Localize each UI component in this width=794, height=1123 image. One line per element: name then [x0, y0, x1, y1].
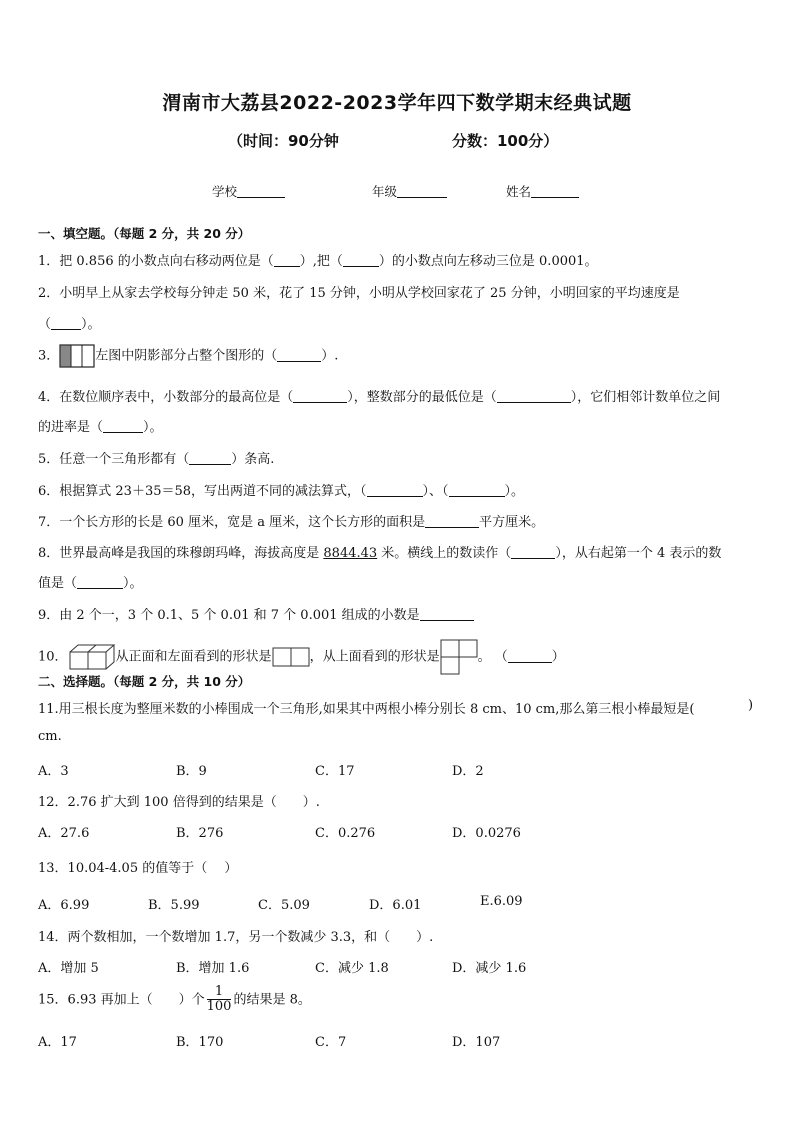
question-11-cont: cm.: [38, 729, 62, 744]
option-c[interactable]: C．5.09: [258, 898, 310, 913]
cube-solid-figure: [68, 643, 116, 671]
option-b[interactable]: B．5.99: [148, 898, 200, 913]
option-b[interactable]: B．170: [176, 1035, 224, 1050]
answer-blank[interactable]: [189, 451, 231, 465]
answer-blank[interactable]: [293, 389, 347, 403]
fraction: $\frac{1}{100}$: [206, 984, 232, 1015]
question-11-paren: ): [748, 698, 754, 713]
question-4: 4．在数位顺序表中，小数部分的最高位是（ ），整数部分的最低位是（ ），它们相邻计数单位之间: [38, 390, 721, 405]
school-field[interactable]: [212, 182, 285, 200]
option-a[interactable]: A．3: [38, 764, 69, 779]
answer-blank[interactable]: [425, 514, 479, 528]
exam-time: （时间：90分钟: [228, 132, 339, 150]
page-title: 渭南市大荔县2022-2023学年四下数学期末经典试题: [162, 92, 632, 114]
front-view-figure: [272, 646, 310, 668]
option-b[interactable]: B．增加 1.6: [176, 961, 250, 976]
option-d[interactable]: D．减少 1.6: [452, 961, 527, 976]
option-c[interactable]: C．7: [315, 1035, 347, 1050]
question-14: 14．两个数相加，一个数增加 1.7，另一个数减少 3.3，和（ ）.: [38, 930, 434, 945]
shaded-rect-figure: [59, 344, 95, 368]
answer-blank[interactable]: [343, 253, 379, 267]
answer-blank[interactable]: [51, 316, 81, 330]
grade-blank[interactable]: [397, 185, 447, 199]
underlined-number: 8844.43: [323, 546, 378, 561]
section-choice-heading: 二、选择题。（每题 2 分，共 10 分）: [38, 674, 251, 689]
question-8-cont: 值是（ ）。: [38, 576, 143, 591]
name-field[interactable]: [506, 182, 579, 200]
option-d[interactable]: D．0.0276: [452, 826, 521, 841]
grade-label: 年级: [372, 184, 398, 199]
option-a[interactable]: A．6.99: [38, 898, 90, 913]
school-label: 学校: [212, 184, 238, 199]
question-10: 10． 从正面和左面看到的形状是 ，从上面看到的形状是 。 （ ）: [38, 638, 565, 676]
option-a[interactable]: A．17: [38, 1035, 77, 1050]
option-a[interactable]: A．27.6: [38, 826, 90, 841]
answer-blank[interactable]: [367, 483, 423, 497]
question-9: 9．由 2 个一，3 个 0.1、5 个 0.01 和 7 个 0.001 组成的小数是: [38, 604, 474, 623]
option-d[interactable]: D．107: [452, 1035, 501, 1050]
answer-blank[interactable]: [277, 348, 321, 362]
top-view-figure: [440, 638, 478, 676]
question-4-cont: 的进率是（ ）。: [38, 420, 163, 435]
question-8: 8．世界最高峰是我国的珠穆朗玛峰，海拔高度是 8844.43 米。横线上的数读作（ ），从右起第一个 4 表示的数: [38, 546, 722, 561]
option-d[interactable]: D．2: [452, 764, 484, 779]
question-6: 6．根据算式 23＋35＝58，写出两道不同的减法算式，（ ）、（ ）。: [38, 484, 525, 499]
question-3: 3． 左图中阴影部分占整个图形的（ ）.: [38, 344, 338, 368]
option-c[interactable]: C．17: [315, 764, 355, 779]
answer-blank[interactable]: [420, 607, 474, 621]
exam-score: 分数：100分）: [452, 132, 559, 150]
question-1: 1．把 0.856 的小数点向右移动两位是（ ）,把（ ）的小数点向左移动三位是 0.0001。: [38, 254, 598, 269]
option-a[interactable]: A．增加 5: [38, 961, 99, 976]
option-b[interactable]: B．9: [176, 764, 207, 779]
section-fill-blank-heading: 一、填空题。（每题 2 分，共 20 分）: [38, 226, 251, 241]
answer-blank[interactable]: [103, 419, 143, 433]
question-5: 5．任意一个三角形都有（ ）条高.: [38, 452, 275, 467]
school-blank[interactable]: [237, 185, 285, 199]
answer-blank[interactable]: [508, 649, 552, 663]
answer-blank[interactable]: [77, 575, 123, 589]
question-2-cont: （ ）。: [38, 317, 101, 332]
question-7: 7．一个长方形的长是 60 厘米，宽是 a 厘米，这个长方形的面积是 平方厘米。: [38, 515, 545, 530]
option-d[interactable]: D．6.01: [369, 898, 422, 913]
question-15: 15．6.93 再加上（ ）个 $\frac{1}{100}$ 的结果是 8。: [38, 984, 311, 1015]
question-13: 13．10.04-4.05 的值等于（ ）: [38, 861, 238, 876]
question-12: 12．2.76 扩大到 100 倍得到的结果是（ ）.: [38, 795, 320, 810]
answer-blank[interactable]: [449, 483, 505, 497]
option-e[interactable]: E.6.09: [480, 894, 523, 909]
name-blank[interactable]: [531, 185, 579, 199]
option-c[interactable]: C．0.276: [315, 826, 376, 841]
question-2: 2．小明早上从家去学校每分钟走 50 米，花了 15 分钟，小明从学校回家花了 25 分钟，小明回家的平均速度是: [38, 286, 680, 301]
option-c[interactable]: C．减少 1.8: [315, 961, 389, 976]
name-label: 姓名: [506, 184, 532, 199]
answer-blank[interactable]: [274, 253, 300, 267]
question-11: 11.用三根长度为整厘米数的小棒围成一个三角形,如果其中两根小棒分别长 8 cm、10 cm,那么第三根小棒最短是(: [38, 702, 695, 717]
answer-blank[interactable]: [497, 389, 571, 403]
answer-blank[interactable]: [511, 545, 555, 559]
grade-field[interactable]: [372, 182, 447, 200]
option-b[interactable]: B．276: [176, 826, 224, 841]
